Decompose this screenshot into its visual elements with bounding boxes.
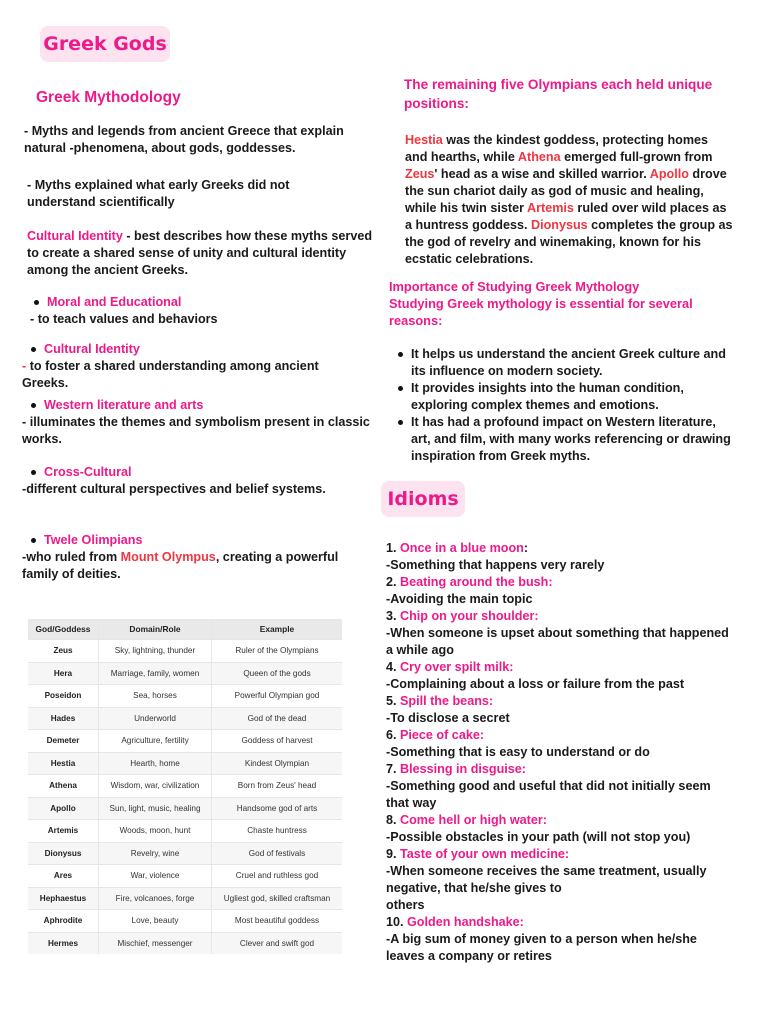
- olympians-paragraph: [405, 132, 733, 268]
- idiom-phrase: Golden handshake:: [407, 915, 524, 929]
- idiom-item: [386, 761, 731, 812]
- bullet-label: Cross-Cultural: [44, 465, 132, 479]
- table-header-god: God/Goddess: [28, 619, 99, 640]
- idiom-meaning: -Possible obstacles in your path (will not stop you): [386, 830, 691, 844]
- cultural-identity-text: - best describes how these myths served to create a shared sense of unity and cultural identity among the ancient Greeks.: [27, 229, 373, 277]
- table-row: [28, 932, 342, 954]
- olympians-text-post: , creating a powerful family of deities.: [22, 550, 339, 581]
- example-cell: Chaste huntress: [212, 820, 343, 843]
- para-text: drove the sun chariot daily as god of music and healing, while his twin sister: [405, 167, 727, 215]
- para-text: completes the group as the god of revelry and winemaking, known for his ecstatic celebrations.: [405, 218, 733, 266]
- importance-title: Importance of Studying Greek Mythology: [389, 279, 640, 294]
- table-row: [28, 910, 342, 933]
- idiom-number: 10.: [386, 915, 408, 929]
- idiom-phrase: Taste of your own medicine:: [400, 847, 570, 861]
- para-text: ' head as a wise and skilled warrior.: [434, 167, 650, 181]
- idiom-item: [386, 659, 731, 693]
- table-row: [28, 842, 342, 865]
- idiom-phrase-line: [386, 846, 731, 863]
- name-zeus: Zeus: [405, 167, 435, 181]
- god-name-cell: Hermes: [28, 932, 99, 954]
- god-name-cell: Zeus: [28, 640, 99, 663]
- idiom-meaning: -To disclose a secret: [386, 711, 510, 725]
- idiom-meaning: -A big sum of money given to a person when he/she leaves a company or retires: [386, 932, 697, 963]
- bullet-dot: [34, 300, 39, 305]
- table-header-row: [28, 619, 342, 640]
- table-row: [28, 662, 342, 685]
- table-row: [28, 820, 342, 843]
- idiom-phrase-line: [386, 659, 731, 676]
- idiom-phrase: Spill the beans:: [400, 694, 494, 708]
- idiom-phrase: Chip on your shoulder:: [400, 609, 539, 623]
- cultural-identity-label: Cultural Identity: [27, 229, 123, 243]
- page-title: Greek Gods: [40, 26, 170, 62]
- importance-list: [389, 346, 734, 465]
- dash-mark: -: [22, 359, 27, 373]
- domain-cell: Sky, lightning, thunder: [99, 640, 212, 663]
- example-cell: Cruel and ruthless god: [212, 865, 343, 888]
- table-row: [28, 865, 342, 888]
- idiom-item: [386, 812, 731, 846]
- idiom-meaning: -Something good and useful that did not initially seem that way: [386, 779, 711, 810]
- table-header-example: Example: [212, 619, 343, 640]
- gods-table-container: [28, 619, 342, 954]
- god-name-cell: Demeter: [28, 730, 99, 753]
- bullet-dot: [31, 403, 36, 408]
- idiom-meaning: -Avoiding the main topic: [386, 592, 533, 606]
- idiom-phrase-tail: :: [523, 541, 529, 555]
- idiom-phrase-line: [386, 727, 731, 744]
- god-name-cell: Poseidon: [28, 685, 99, 708]
- olympians-text-pre: -who ruled from: [22, 550, 121, 564]
- idiom-phrase: Cry over spilt milk:: [400, 660, 514, 674]
- intro-paragraph-2: - Myths explained what early Greeks did not understand scientifically: [27, 178, 290, 209]
- idiom-phrase: Come hell or high water:: [400, 813, 547, 827]
- olympians-heading: The remaining five Olympians each held unique positions:: [404, 77, 713, 111]
- name-hestia: Hestia: [405, 133, 443, 147]
- bullet-text: - to teach values and behaviors: [30, 312, 218, 326]
- idiom-phrase-line: [386, 693, 731, 710]
- idiom-phrase: Blessing in disguise:: [400, 762, 526, 776]
- domain-cell: War, violence: [99, 865, 212, 888]
- domain-cell: Agriculture, fertility: [99, 730, 212, 753]
- domain-cell: Sea, horses: [99, 685, 212, 708]
- bullet-cultural-identity: [22, 341, 362, 392]
- bullet-text-body: to foster a shared understanding among ancient Greeks.: [22, 359, 319, 390]
- domain-cell: Wisdom, war, civilization: [99, 775, 212, 798]
- bullet-dot: [31, 347, 36, 352]
- bullet-label: Cultural Identity: [44, 342, 140, 356]
- idiom-item: [386, 608, 731, 659]
- idiom-number: 4.: [386, 660, 401, 674]
- bullet-dot: [31, 538, 36, 543]
- bullet-moral-educational: [30, 294, 374, 328]
- idiom-number: 8.: [386, 813, 401, 827]
- bullet-western-literature: [22, 397, 372, 448]
- idiom-phrase: Once in a blue moon: [400, 541, 524, 555]
- bullet-twelve-olympians: [22, 532, 372, 583]
- bullet-text: [22, 358, 362, 392]
- idioms-title: Idioms: [381, 481, 465, 517]
- god-name-cell: Aphrodite: [28, 910, 99, 933]
- domain-cell: Underworld: [99, 707, 212, 730]
- god-name-cell: Hestia: [28, 752, 99, 775]
- cultural-identity-paragraph: [27, 228, 382, 279]
- bullet-cross-cultural: [22, 464, 382, 498]
- example-cell: Handsome god of arts: [212, 797, 343, 820]
- importance-subtitle: Studying Greek mythology is essential for several reasons:: [389, 296, 693, 328]
- idiom-phrase: Piece of cake:: [400, 728, 485, 742]
- idiom-number: 9.: [386, 847, 401, 861]
- example-cell: Kindest Olympian: [212, 752, 343, 775]
- idiom-phrase-line: [386, 761, 731, 778]
- idiom-meaning: -Something that happens very rarely: [386, 558, 605, 572]
- domain-cell: Marriage, family, women: [99, 662, 212, 685]
- idiom-phrase-line: [386, 914, 731, 931]
- idiom-item: [386, 914, 731, 965]
- table-row: [28, 640, 342, 663]
- name-artemis: Artemis: [527, 201, 574, 215]
- idiom-item: [386, 693, 731, 727]
- idiom-number: 6.: [386, 728, 401, 742]
- domain-cell: Mischief, messenger: [99, 932, 212, 954]
- idiom-item: [386, 727, 731, 761]
- para-text: was the kindest goddess, protecting homes and hearths, while: [405, 133, 709, 164]
- para-text: emerged full-grown from: [560, 150, 713, 164]
- god-name-cell: Dionysus: [28, 842, 99, 865]
- bullet-text: - illuminates the themes and symbolism present in classic works.: [22, 415, 370, 446]
- table-row: [28, 752, 342, 775]
- idiom-meaning: -When someone receives the same treatment, usually negative, that he/she gives to others: [386, 864, 707, 912]
- idiom-item: [386, 574, 731, 608]
- idiom-meaning: -When someone is upset about something that happened a while ago: [386, 626, 729, 657]
- table-row: [28, 797, 342, 820]
- bullet-text: [22, 549, 372, 583]
- idiom-phrase: Beating around the bush:: [400, 575, 553, 589]
- god-name-cell: Apollo: [28, 797, 99, 820]
- example-cell: Most beautiful goddess: [212, 910, 343, 933]
- idiom-item: [386, 846, 731, 914]
- god-name-cell: Artemis: [28, 820, 99, 843]
- example-cell: Clever and swift god: [212, 932, 343, 954]
- mount-olympus-label: Mount Olympus: [120, 550, 216, 564]
- god-name-cell: Hephaestus: [28, 887, 99, 910]
- example-cell: Queen of the gods: [212, 662, 343, 685]
- bullet-label: Twele Olimpians: [44, 533, 143, 547]
- domain-cell: Hearth, home: [99, 752, 212, 775]
- idiom-phrase-line: [386, 812, 731, 829]
- bullet-dot: [31, 470, 36, 475]
- god-name-cell: Ares: [28, 865, 99, 888]
- idiom-number: 1.: [386, 541, 401, 555]
- domain-cell: Love, beauty: [99, 910, 212, 933]
- example-cell: Born from Zeus' head: [212, 775, 343, 798]
- table-row: [28, 775, 342, 798]
- table-header-domain: Domain/Role: [99, 619, 212, 640]
- idioms-list: [386, 540, 731, 965]
- para-text: ruled over wild places as a huntress goddess.: [405, 201, 727, 232]
- idiom-phrase-line: [386, 574, 731, 591]
- name-athena: Athena: [517, 150, 561, 164]
- intro-paragraph-1: - Myths and legends from ancient Greece that explain natural -phenomena, about gods, goddesses.: [24, 124, 344, 155]
- table-row: [28, 887, 342, 910]
- idiom-item: [386, 540, 731, 574]
- idiom-number: 3.: [386, 609, 401, 623]
- name-dionysus: Dionysus: [530, 218, 588, 232]
- example-cell: Powerful Olympian god: [212, 685, 343, 708]
- idiom-meaning: -Something that is easy to understand or do: [386, 745, 650, 759]
- table-row: [28, 707, 342, 730]
- bullet-text: -different cultural perspectives and belief systems.: [22, 482, 326, 496]
- idiom-phrase-line: [386, 608, 731, 625]
- bullet-label: Western literature and arts: [44, 398, 204, 412]
- list-item: It has had a profound impact on Western literature, art, and film, with many works referencing or drawing inspiration from Greek myths.: [389, 414, 734, 465]
- god-name-cell: Hera: [28, 662, 99, 685]
- idiom-number: 5.: [386, 694, 401, 708]
- section-heading-greek-mythology: Greek Mythodology: [36, 89, 181, 106]
- example-cell: God of festivals: [212, 842, 343, 865]
- domain-cell: Woods, moon, hunt: [99, 820, 212, 843]
- example-cell: Ruler of the Olympians: [212, 640, 343, 663]
- idiom-phrase-line: [386, 540, 731, 557]
- bullet-label: Moral and Educational: [47, 295, 182, 309]
- god-name-cell: Hades: [28, 707, 99, 730]
- table-row: [28, 730, 342, 753]
- table-row: [28, 685, 342, 708]
- god-name-cell: Athena: [28, 775, 99, 798]
- idiom-number: 2.: [386, 575, 401, 589]
- list-item: It provides insights into the human condition, exploring complex themes and emotions.: [389, 380, 734, 414]
- gods-table: [28, 619, 342, 954]
- example-cell: Goddess of harvest: [212, 730, 343, 753]
- example-cell: Ugliest god, skilled craftsman: [212, 887, 343, 910]
- domain-cell: Revelry, wine: [99, 842, 212, 865]
- idiom-number: 7.: [386, 762, 401, 776]
- list-item: It helps us understand the ancient Greek culture and its influence on modern society.: [389, 346, 734, 380]
- domain-cell: Sun, light, music, healing: [99, 797, 212, 820]
- example-cell: God of the dead: [212, 707, 343, 730]
- name-apollo: Apollo: [649, 167, 689, 181]
- idiom-meaning: -Complaining about a loss or failure from the past: [386, 677, 685, 691]
- domain-cell: Fire, volcanoes, forge: [99, 887, 212, 910]
- importance-heading: [389, 278, 729, 329]
